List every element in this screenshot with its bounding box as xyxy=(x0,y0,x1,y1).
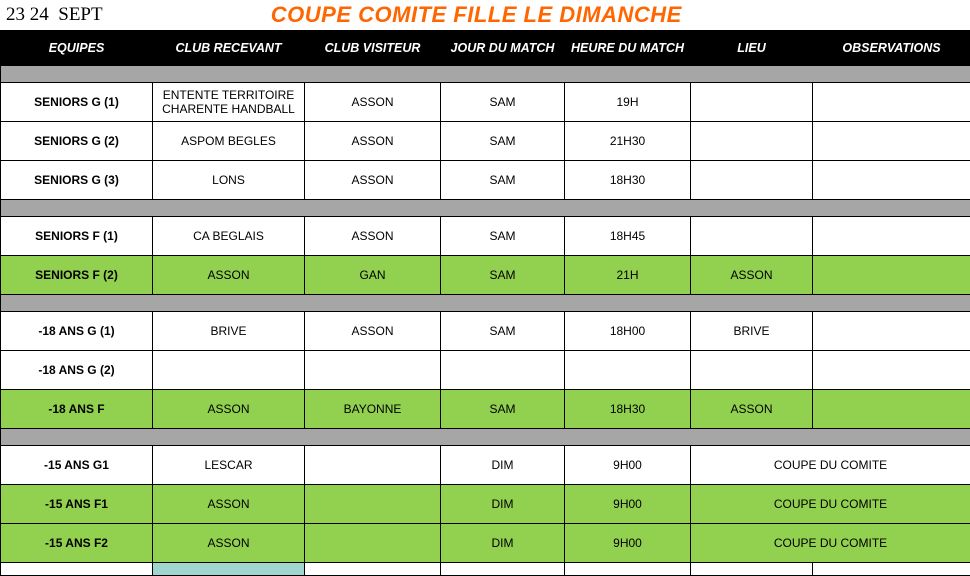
cell-club-recevant: LESCAR xyxy=(153,446,305,485)
cell-club-visiteur: BAYONNE xyxy=(305,390,441,429)
date-label: 23 24 SEPT xyxy=(0,4,103,26)
cell-jour: SAM xyxy=(441,83,565,122)
cell-club-visiteur: ASSON xyxy=(305,217,441,256)
cell-jour: SAM xyxy=(441,390,565,429)
table-row[interactable] xyxy=(1,312,970,351)
cell-jour: SAM xyxy=(441,161,565,200)
cell-club-visiteur: ASSON xyxy=(305,122,441,161)
table-row[interactable] xyxy=(1,524,970,563)
column-header-jour-du-match: JOUR DU MATCH xyxy=(441,31,565,66)
cell-club-visiteur: ASSON xyxy=(305,83,441,122)
cell-observations xyxy=(813,122,970,161)
cell-heure: 9H00 xyxy=(565,485,691,524)
cell-lieu xyxy=(691,351,813,390)
cell-jour: DIM xyxy=(441,485,565,524)
page-title: COUPE COMITE FILLE LE DIMANCHE xyxy=(103,2,970,28)
cell-club-recevant: ASSON xyxy=(153,256,305,295)
column-header-observations: OBSERVATIONS xyxy=(813,31,970,66)
table-row[interactable] xyxy=(1,122,970,161)
cell-jour: SAM xyxy=(441,217,565,256)
column-header-equipes: EQUIPES xyxy=(1,31,153,66)
partial-cell xyxy=(1,563,153,576)
cell-heure: 18H30 xyxy=(565,161,691,200)
cell-club-recevant: ASSON xyxy=(153,390,305,429)
cell-equipe: SENIORS G (1) xyxy=(1,83,153,122)
cell-equipe: SENIORS F (2) xyxy=(1,256,153,295)
table-header-row xyxy=(1,31,970,66)
cell-equipe: SENIORS G (3) xyxy=(1,161,153,200)
table-row[interactable] xyxy=(1,256,970,295)
cell-observations-merged: COUPE DU COMITE xyxy=(691,446,970,485)
cell-lieu xyxy=(691,161,813,200)
cell-jour: SAM xyxy=(441,312,565,351)
cell-heure: 21H30 xyxy=(565,122,691,161)
cell-lieu xyxy=(691,83,813,122)
cell-heure: 9H00 xyxy=(565,446,691,485)
cell-heure xyxy=(565,351,691,390)
cell-heure: 19H xyxy=(565,83,691,122)
table-row[interactable] xyxy=(1,161,970,200)
table-body xyxy=(1,66,970,576)
cell-equipe: -15 ANS F2 xyxy=(1,524,153,563)
cell-observations xyxy=(813,83,970,122)
partial-cell xyxy=(691,563,813,576)
cell-lieu: BRIVE xyxy=(691,312,813,351)
title-row xyxy=(0,0,970,30)
cell-club-recevant: ASSON xyxy=(153,524,305,563)
cell-jour: DIM xyxy=(441,446,565,485)
column-header-lieu: LIEU xyxy=(691,31,813,66)
cell-observations xyxy=(813,256,970,295)
cell-observations xyxy=(813,390,970,429)
cell-lieu xyxy=(691,122,813,161)
cell-lieu: ASSON xyxy=(691,390,813,429)
cell-club-recevant: CA BEGLAIS xyxy=(153,217,305,256)
cell-club-visiteur xyxy=(305,351,441,390)
table-row[interactable] xyxy=(1,217,970,256)
cell-jour: SAM xyxy=(441,256,565,295)
column-header-club-recevant: CLUB RECEVANT xyxy=(153,31,305,66)
table-spacer-row xyxy=(1,295,970,312)
cell-observations xyxy=(813,351,970,390)
cell-equipe: -18 ANS F xyxy=(1,390,153,429)
cell-club-visiteur: GAN xyxy=(305,256,441,295)
spacer-cell xyxy=(1,295,970,312)
cell-heure: 18H45 xyxy=(565,217,691,256)
cell-lieu xyxy=(691,217,813,256)
spacer-cell xyxy=(1,200,970,217)
cell-equipe: -15 ANS G1 xyxy=(1,446,153,485)
cell-observations-merged: COUPE DU COMITE xyxy=(691,524,970,563)
cell-equipe: SENIORS F (1) xyxy=(1,217,153,256)
cell-club-visiteur: ASSON xyxy=(305,161,441,200)
partial-cell xyxy=(565,563,691,576)
table-row[interactable] xyxy=(1,446,970,485)
table-spacer-row xyxy=(1,429,970,446)
schedule-table xyxy=(0,30,970,576)
partial-cell xyxy=(441,563,565,576)
cell-observations xyxy=(813,312,970,351)
cell-club-recevant: LONS xyxy=(153,161,305,200)
cell-heure: 9H00 xyxy=(565,524,691,563)
cell-heure: 18H00 xyxy=(565,312,691,351)
column-header-club-visiteur: CLUB VISITEUR xyxy=(305,31,441,66)
cell-observations xyxy=(813,217,970,256)
cell-club-visiteur: ASSON xyxy=(305,312,441,351)
partial-cell xyxy=(813,563,970,576)
cell-lieu: ASSON xyxy=(691,256,813,295)
table-partial-row xyxy=(1,563,970,576)
cell-jour xyxy=(441,351,565,390)
cell-equipe: -18 ANS G (1) xyxy=(1,312,153,351)
table-row[interactable] xyxy=(1,83,970,122)
partial-cell xyxy=(305,563,441,576)
cell-heure: 21H xyxy=(565,256,691,295)
cell-observations xyxy=(813,161,970,200)
spacer-cell xyxy=(1,66,970,83)
cell-club-recevant xyxy=(153,351,305,390)
cell-equipe: -18 ANS G (2) xyxy=(1,351,153,390)
cell-observations-merged: COUPE DU COMITE xyxy=(691,485,970,524)
cell-club-recevant: ASPOM BEGLES xyxy=(153,122,305,161)
table-row[interactable] xyxy=(1,390,970,429)
cell-heure: 18H30 xyxy=(565,390,691,429)
table-row[interactable] xyxy=(1,351,970,390)
spacer-cell xyxy=(1,429,970,446)
cell-equipe: -15 ANS F1 xyxy=(1,485,153,524)
column-header-heure-du-match: HEURE DU MATCH xyxy=(565,31,691,66)
cell-club-recevant: BRIVE xyxy=(153,312,305,351)
cell-club-visiteur xyxy=(305,524,441,563)
cell-jour: SAM xyxy=(441,122,565,161)
table-spacer-row xyxy=(1,200,970,217)
partial-cell xyxy=(153,563,305,576)
table-row[interactable] xyxy=(1,485,970,524)
cell-club-recevant: ASSON xyxy=(153,485,305,524)
cell-jour: DIM xyxy=(441,524,565,563)
cell-club-visiteur xyxy=(305,446,441,485)
cell-club-visiteur xyxy=(305,485,441,524)
table-spacer-row xyxy=(1,66,970,83)
cell-equipe: SENIORS G (2) xyxy=(1,122,153,161)
cell-club-recevant: ENTENTE TERRITOIRE CHARENTE HANDBALL xyxy=(153,83,305,122)
